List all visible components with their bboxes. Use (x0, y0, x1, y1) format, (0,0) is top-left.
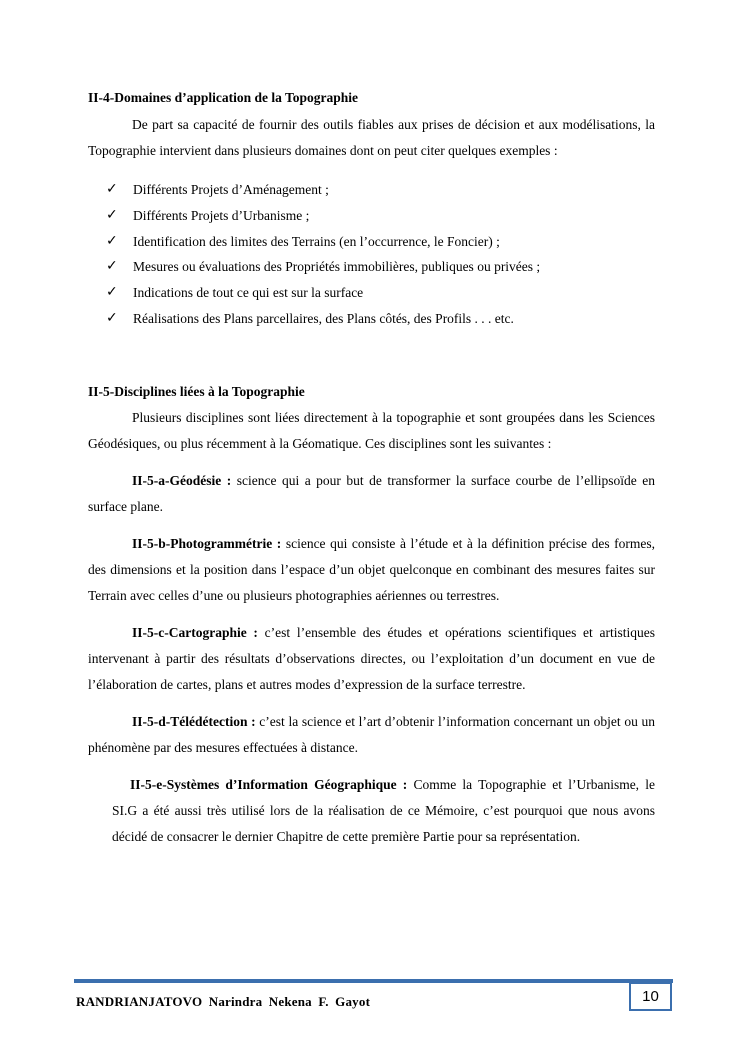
checkmark-icon: ✓ (106, 258, 118, 275)
list-item: ✓ Différents Projets d’Aménagement ; (106, 177, 655, 203)
list-item: ✓ Mesures ou évaluations des Propriétés immobilières, publiques ou privées ; (106, 254, 655, 280)
definition-term: II-5-a-Géodésie : (132, 472, 232, 488)
checkmark-icon: ✓ (106, 284, 118, 301)
definition-text: science qui a pour but de transformer la surface courbe de l’ellipsoïde en surface plane. (88, 472, 655, 514)
checkmark-icon: ✓ (106, 181, 118, 197)
list-item: ✓ Réalisations des Plans parcellaires, des Plans côtés, des Profils . . . etc. (106, 306, 655, 332)
checkmark-icon: ✓ (106, 206, 118, 223)
page-number: 10 (642, 988, 659, 1005)
spacer (88, 761, 655, 772)
section-ii-4-intro: De part sa capacité de fournir des outils fiables aux prises de décision et aux modélisations, la Topographie intervient dans plusieurs domaines dont on peut citer quelques exemples : (88, 117, 655, 158)
definition-geodesie (88, 468, 655, 520)
list-item: ✓ Identification des limites des Terrains (en l’occurrence, le Foncier) ; (106, 229, 655, 255)
definition-term: II-5-c-Cartographie : (132, 624, 258, 640)
definition-text: science qui consiste à l’étude et à la définition précise des formes, des dimensions et la position dans l’espace d’un objet quelconque en combinant des mesures faites sur Terrain avec celles d’une ou plusieurs photographies aériennes ou terrestres. (88, 535, 655, 603)
definition-text: c’est l’ensemble des études et opérations scientifiques et artistiques intervenant à partir des résultats d’observations directes, ou l’exploitation d’un document en vue de l’élaboration de cartes, plans et autres modes d’expression de la surface terrestre. (88, 624, 655, 692)
definition-text: c’est la science et l’art d’obtenir l’information concernant un objet ou un phénomène par des mesures effectuées à distance. (88, 713, 655, 755)
definition-photogrammetrie (88, 531, 655, 609)
spacer (88, 457, 655, 468)
page-number-box (629, 982, 672, 1011)
spacer (88, 698, 655, 709)
spacer (88, 520, 655, 531)
definition-sig (112, 772, 655, 850)
spacer (88, 332, 655, 382)
spacer (88, 609, 655, 620)
definition-cartographie (88, 620, 655, 698)
definition-teledetection (88, 709, 655, 761)
definition-term: II-5-b-Photogrammétrie : (132, 535, 282, 551)
definition-term: II-5-e-Systèmes d’Information Géographique : (130, 776, 408, 792)
list-item: ✓ Différents Projets d’Urbanisme ; (106, 203, 655, 229)
application-domains-list (106, 177, 655, 332)
section-ii-5-intro: Plusieurs disciplines sont liées directement à la topographie et sont groupées dans les Sciences Géodésiques, ou plus récemment à la Géomatique. Ces disciplines sont les suivantes : (88, 409, 655, 451)
checkmark-icon: ✓ (106, 232, 118, 249)
section-heading-ii-4: II-4-Domaines d’application de la Topographie (88, 90, 359, 105)
footer-author: RANDRIANJATOVO Narindra Nekena F. Gayot (76, 994, 371, 1009)
footer-divider (74, 979, 673, 983)
page-content (88, 88, 655, 850)
checkmark-icon: ✓ (106, 309, 118, 326)
definition-text: Comme la Topographie et l’Urbanisme, le SI.G a été aussi très utilisé lors de la réalisation de ce Mémoire, c’est pourquoi que nous avons décidé de consacrer le dernier Chapitre de cette première Partie pour sa représentation. (112, 776, 655, 844)
section-heading-ii-5: II-5-Disciplines liées à la Topographie (88, 383, 305, 399)
definition-term: II-5-d-Télédétection : (132, 713, 256, 729)
list-item: ✓ Indications de tout ce qui est sur la surface (106, 280, 655, 306)
